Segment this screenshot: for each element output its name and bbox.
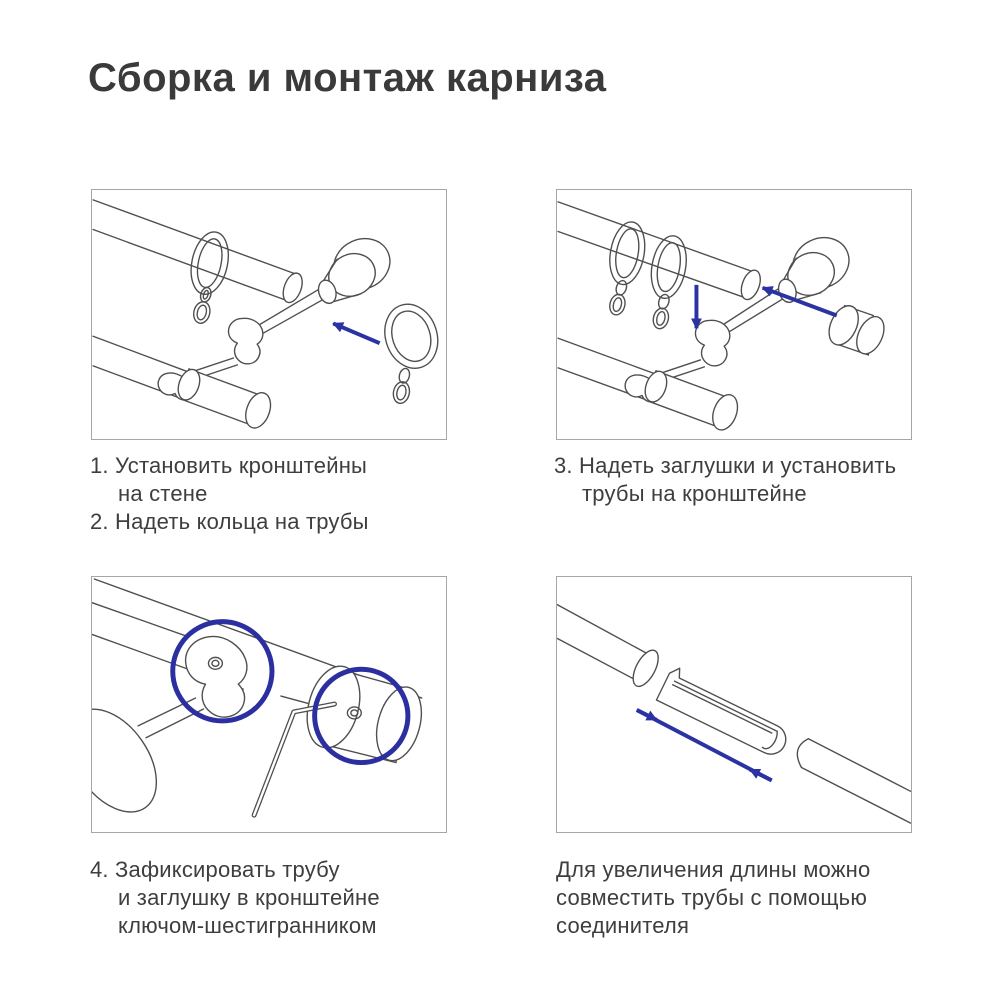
tube-right xyxy=(797,739,910,823)
upper-tube xyxy=(558,202,764,302)
caption-step-4 xyxy=(90,856,380,940)
caption-line: 4. Зафиксировать трубу xyxy=(90,857,340,882)
rod-assembly-drawing xyxy=(92,190,446,439)
curtain-ring-1 xyxy=(605,219,649,316)
caption-line: ключом-шестигранником xyxy=(118,913,377,938)
end-cap xyxy=(823,301,889,358)
caption-line: Для увеличения длины можно xyxy=(556,857,871,882)
diagram-panel-step1-2 xyxy=(91,189,447,440)
caption-steps-1-2 xyxy=(90,452,369,536)
caption-step-3 xyxy=(554,452,896,508)
caption-line: трубы на кронштейне xyxy=(582,481,807,506)
caption-line: 2. Надеть кольца на трубы xyxy=(90,509,369,534)
caption-line: 3. Надеть заглушки и установить xyxy=(554,453,897,478)
tube-connector-drawing xyxy=(557,577,911,832)
diagram-panel-connector xyxy=(556,576,912,833)
bracket-hook xyxy=(659,320,730,380)
caption-line: и заглушку в кронштейне xyxy=(118,885,380,910)
arrow-icon xyxy=(333,323,379,343)
upper-tube xyxy=(93,200,306,305)
wall-bracket xyxy=(776,229,858,305)
loose-curtain-ring xyxy=(377,297,446,405)
caption-connector-note xyxy=(556,856,870,940)
bracket-hook xyxy=(192,318,263,378)
caption-line: совместить трубы с помощью xyxy=(556,885,868,910)
lower-finial xyxy=(92,693,204,828)
hex-key-fixing-drawing xyxy=(92,577,446,832)
rod-mounting-drawing xyxy=(557,190,911,439)
caption-line: 1. Установить кронштейны xyxy=(90,453,368,478)
diagram-panel-step3 xyxy=(556,189,912,440)
caption-line: на стене xyxy=(118,481,208,506)
page-title: Сборка и монтаж карниза xyxy=(88,56,607,100)
tube-left xyxy=(557,605,663,690)
connector-sleeve xyxy=(656,665,794,759)
bracket-hook-closeup xyxy=(186,636,247,717)
wall-bracket xyxy=(316,230,399,306)
caption-line: соединителя xyxy=(556,913,690,938)
curtain-ring-2 xyxy=(647,233,691,330)
diagram-panel-step4 xyxy=(91,576,447,833)
